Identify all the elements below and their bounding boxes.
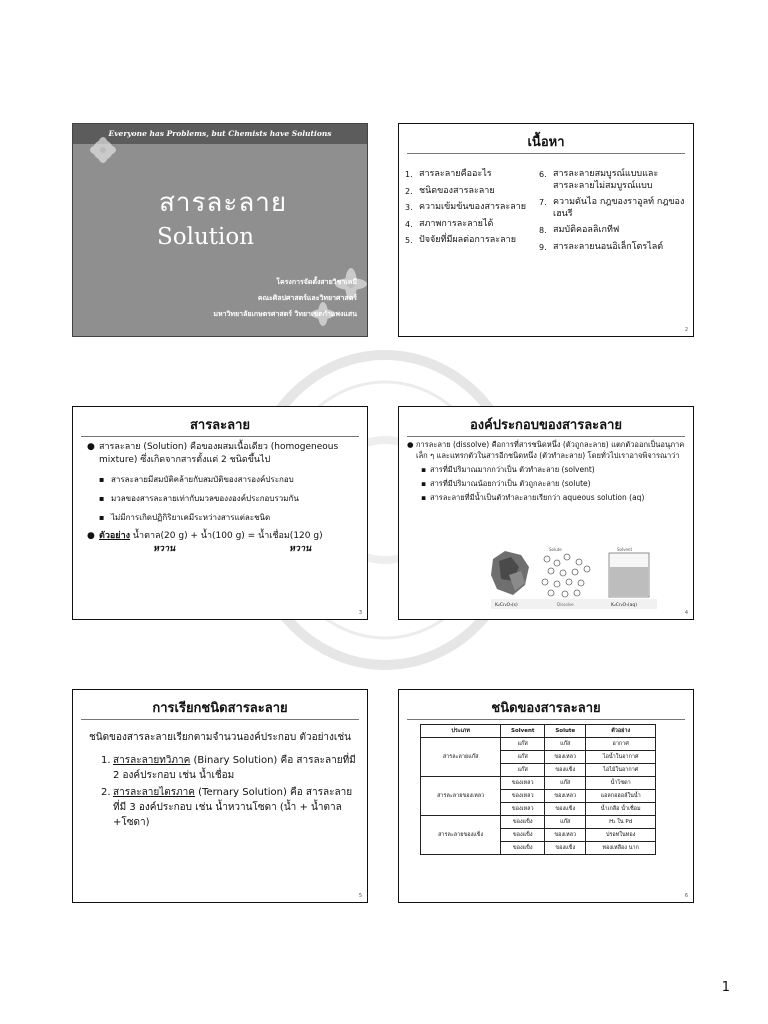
list-item: 2. ชนิดของสารละลาย xyxy=(405,185,495,196)
slide-number: 6 xyxy=(684,893,688,899)
bullet-icon: ▪ xyxy=(421,493,427,502)
table-cell: ของแข็ง xyxy=(545,803,586,816)
list-item: 1. สารละลายคืออะไร xyxy=(405,169,492,179)
solvent-label: Solvent xyxy=(617,547,633,552)
table-cell: แก๊ส xyxy=(501,764,545,777)
table-cell: ของแข็ง xyxy=(501,816,545,829)
table-cell: ของเหลว xyxy=(501,803,545,816)
table-cell: แอลกอฮอล์ในน้ำ xyxy=(586,790,656,803)
title-divider xyxy=(407,436,685,437)
title-thai: สารละลาย xyxy=(159,188,288,218)
table-cell: ไอน้ำในอากาศ xyxy=(586,751,656,764)
table-cell: ของเหลว xyxy=(501,790,545,803)
page-number: 1 xyxy=(721,980,730,995)
bullet-icon: ● xyxy=(87,531,95,541)
intro-text: ชนิดของสารละลายเรียกตามจำนวนองค์ประกอบ ตัวอย่างเช่น xyxy=(89,732,351,743)
solid-crystals-image xyxy=(491,551,529,595)
group-name: สารละลายของเหลว xyxy=(421,777,501,816)
property-item: มวลของสารละลายเท่ากับมวลของงองค์ประกอบรวมกัน xyxy=(111,494,299,503)
header-example: ตัวอย่าง xyxy=(586,725,656,738)
slide-types xyxy=(398,689,694,903)
example-text: น้ำตาล(20 g) + น้ำ(100 g) = น้ำเชื่อม(120 g) xyxy=(132,531,323,541)
table-cell: แก๊ส xyxy=(545,816,586,829)
table-cell: ไอไม้ในอากาศ xyxy=(586,764,656,777)
bullet-icon: ▪ xyxy=(99,513,105,522)
solvent-item: สารที่มีปริมาณมากกว่าเป็น ตัวทำละลาย (solvent) xyxy=(430,465,595,474)
table-row xyxy=(421,738,656,751)
subtitle-project: โครงการจัดตั้งสายวิชาเคมี xyxy=(276,278,357,286)
header-solvent: Solvent xyxy=(501,725,545,738)
aqueous-item: สารละลายที่มีน้ำเป็นตัวทำละลายเรียกว่า aqueous solution (aq) xyxy=(430,493,645,502)
list-item: 9. สารละลายนอนอิเล็กโตรไลต์ xyxy=(539,241,664,252)
title-divider xyxy=(407,153,685,154)
bullet-icon: ▪ xyxy=(421,479,427,488)
slide-naming xyxy=(72,689,368,903)
list-item: 8. สมบัติคอลลิเกทีฟ xyxy=(539,225,620,235)
slide-title: องค์ประกอบของสารละลาย xyxy=(469,418,623,433)
slide-solution-definition xyxy=(72,406,368,620)
table-cell: แก๊ส xyxy=(501,738,545,751)
ternary-desc: (Ternary Solution) คือ สารละลายที่มี 3 องค์ประกอบ เช่น น้ำหวานโซดา (น้ำ + น้ำตาล +โซดา) xyxy=(113,787,353,828)
tagline: Everyone has Problems, but Chemists have Solutions xyxy=(108,129,332,138)
solid-label: K₂Cr₂O₇(s) xyxy=(495,603,518,608)
table-cell: แก๊ส xyxy=(545,777,586,790)
table-cell: H₂ ใน Pd xyxy=(586,816,656,829)
solute-item: สารที่มีปริมาณน้อยกว่าเป็น ตัวถูกละลาย (solute) xyxy=(430,479,591,488)
bullet-icon: ● xyxy=(87,442,95,452)
table-cell: น้ำโซดา xyxy=(586,777,656,790)
contents-left-list xyxy=(405,169,533,252)
subtitle-faculty: คณะศิลปศาสตร์และวิทยาศาสตร์ xyxy=(257,294,357,302)
table-cell: ของแข็ง xyxy=(545,764,586,777)
slide-components xyxy=(398,406,694,620)
property-item: สารละลายมีสมบัติคล้ายกับสมบัติของสารองค์ประกอบ xyxy=(111,475,294,484)
slide-title: สารละลาย xyxy=(189,418,251,433)
slide-body xyxy=(87,441,357,557)
table-row xyxy=(421,816,656,829)
header-type: ประเภท xyxy=(421,725,501,738)
table-cell: ปรอทในทอง xyxy=(586,829,656,842)
list-item: 6. สารละลายสมบูรณ์แบบและสารละลายไม่สมบูรณ์แบบ xyxy=(539,169,659,191)
definition-text: สารละลาย (Solution) คือของผสมเนื้อเดียว (homogeneous mixture) ซึ่งเกิดจากสารตั้งแต่ 2 ชนิดขึ้นไป xyxy=(99,442,339,465)
title-english: Solution xyxy=(157,224,255,250)
bullet-icon: ● xyxy=(407,440,414,449)
contents-right-list xyxy=(539,169,689,258)
aqueous-label: K₂Cr₂O₇(aq) xyxy=(611,603,638,608)
slide-title: ชนิดของสารละลาย xyxy=(491,701,601,716)
solute-label: Solute xyxy=(549,547,562,552)
table-cell: ทองเหลือง นาก xyxy=(586,842,656,855)
particles-image xyxy=(542,554,590,597)
beaker-image xyxy=(609,553,649,597)
solution-types-table xyxy=(420,724,656,855)
slide-title xyxy=(72,123,368,337)
slide-number: 3 xyxy=(358,610,362,616)
title-divider xyxy=(81,719,359,720)
table-cell: ของเหลว xyxy=(545,790,586,803)
table-cell: แก๊ส xyxy=(545,738,586,751)
table-cell: ของแข็ง xyxy=(501,842,545,855)
table-cell: น้ำเกลือ น้ำเชื่อม xyxy=(586,803,656,816)
table-header-row xyxy=(421,725,656,738)
list-item: 3. ความเข้มข้นของสารละลาย xyxy=(405,202,527,212)
title-divider xyxy=(407,719,685,720)
sweet-label: หวาน xyxy=(289,544,312,554)
ternary-term: สารละลายไตรภาค xyxy=(113,787,195,798)
binary-desc: (Binary Solution) คือ สารละลายที่มี 2 องค์ประกอบ เช่น น้ำเชื่อม xyxy=(113,755,356,781)
slide-body xyxy=(89,730,357,832)
property-item: ไม่มีการเกิดปฏิกิริยาเคมีระหว่างสารแต่ละชนิด xyxy=(111,513,271,522)
table-cell: ของแข็ง xyxy=(501,829,545,842)
dissolve-arrow-label: Dissolve xyxy=(557,602,574,607)
header-solute: Solute xyxy=(545,725,586,738)
table-row xyxy=(421,777,656,790)
subtitle-university: มหาวิทยาลัยเกษตรศาสตร์ วิทยาเขตกำแพงแสน xyxy=(213,310,357,318)
binary-term: สารละลายทวิภาค xyxy=(113,755,191,766)
example-label: ตัวอย่าง xyxy=(99,531,131,541)
table-cell: ของเหลว xyxy=(545,751,586,764)
table-cell: ของแข็ง xyxy=(545,842,586,855)
group-name: สารละลายแก๊ส xyxy=(421,738,501,777)
slide-number: 2 xyxy=(684,327,688,333)
group-name: สารละลายของแข็ง xyxy=(421,816,501,855)
table-cell: อากาศ xyxy=(586,738,656,751)
slide-number: 4 xyxy=(684,610,688,616)
bullet-icon: ▪ xyxy=(421,465,427,474)
slide-number: 5 xyxy=(358,893,362,899)
title-divider xyxy=(81,436,359,437)
slide-title: เนื้อหา xyxy=(527,135,565,150)
table-cell: แก๊ส xyxy=(501,751,545,764)
sweet-label: หวาน xyxy=(153,544,176,554)
list-item: 5. ปัจจัยที่มีผลต่อการละลาย xyxy=(405,235,516,245)
table-cell: ของเหลว xyxy=(545,829,586,842)
slide-title: การเรียกชนิดสารละลาย xyxy=(152,701,288,716)
list-item: 1. สารละลายทวิภาค (Binary Solution) คือ สารละลายที่มี 2 องค์ประกอบ เช่น น้ำเชื่อม xyxy=(101,755,356,781)
list-item: 7. ความดันไอ กฎของราอูลท์ กฎของเฮนรี xyxy=(539,197,685,219)
dissolve-text: การละลาย (dissolve) คือการที่สารชนิดหนึ่ง (ตัวถูกละลาย) แตกตัวออกเป็นอนุภาคเล็ก ๆ และแทรกตัวในสารอีกชนิดหนึ่ง (ตัวทำละลาย) โดยทั่วไปเราอาจพิจารณาว่า xyxy=(416,440,685,460)
bullet-icon: ▪ xyxy=(99,475,105,484)
table-cell: ของเหลว xyxy=(501,777,545,790)
dissolve-figure xyxy=(491,545,657,609)
bullet-icon: ▪ xyxy=(99,494,105,503)
slide-contents xyxy=(398,123,694,337)
slide-body xyxy=(407,440,687,503)
list-item: 4. สภาพการละลายได้ xyxy=(405,218,494,229)
list-item: 2. สารละลายไตรภาค (Ternary Solution) คือ สารละลายที่มี 3 องค์ประกอบ เช่น น้ำหวานโซดา (น้ำ + น้ำตาล +โซดา) xyxy=(101,787,353,828)
